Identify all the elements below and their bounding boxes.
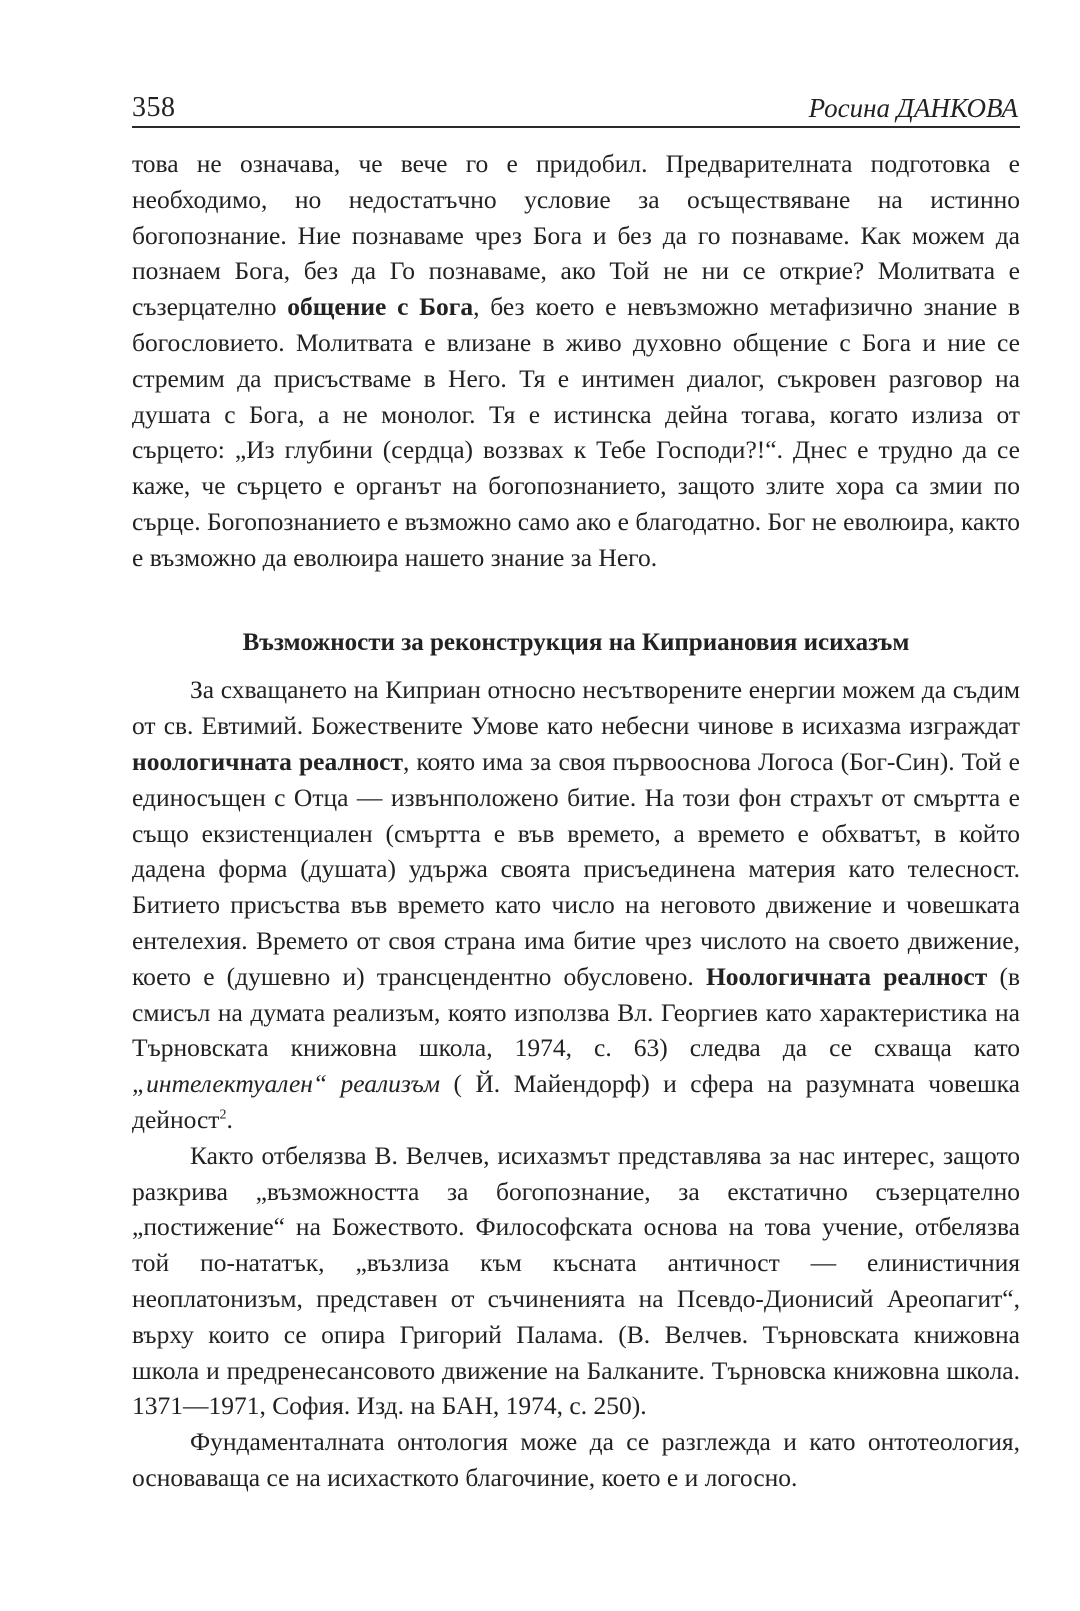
bold-term: Ноологичната реалност bbox=[705, 961, 988, 991]
paragraph-text: ( Й. Майендорф) и сфера на разумната човешка дейност bbox=[132, 1069, 1020, 1134]
paragraph-text: , без което е невъзможно метафизично знание в богословието. Молитвата е влизане в живо духовно общение с Бога и ние се стремим да присъстваме в Него. Тя е интимен диалог, съкровен разговор на душата с Бога, а не монолог. Тя е истинска дейна тогава, когато излиза от сърцето: „Из глубини (сердца) воззвах к Тебе Господи?!“. Днес е трудно да се каже, че сърцето е органът на богопознанието, защото злите хора са змии по сърце. Богопознанието е възможно само ако е благодатно. Бог не еволюира, както е възможно да еволюира нашето знание за Него. bbox=[132, 292, 1020, 572]
paragraph-text: (в смисъл на думата реализъм, която използва Вл. Георгиев като характеристика на Търновската книжовна школа, 1974, с. 63) следва да се схваща като bbox=[132, 961, 1020, 1063]
footnote-marker[interactable]: 2 bbox=[219, 1107, 227, 1123]
paragraph-text: , която има за своя първооснова Логоса (Бог-Син). Той е единосъщен с Отца — извънположено битие. На този фон страхът от смъртта е също екзистенциален (смъртта е във времето, а времето е обхватът, в който дадена форма (душата) удържа своята присъединена материя като телесност. Битието присъства във времето като число на неговото движение и човешката ентелехия. Времето от своя страна има битие чрез числото на своето движение, което е (душевно и) трансцендентно обусловено. bbox=[132, 746, 1020, 991]
running-header bbox=[132, 86, 1020, 128]
paragraph bbox=[132, 672, 1020, 1137]
section-heading: Възможности за реконструкция на Киприановия исихазъм bbox=[242, 628, 910, 656]
italic-term: „интелектуален“ реализъм bbox=[132, 1069, 441, 1099]
running-title: Росина ДАНКОВА bbox=[808, 93, 1018, 123]
bold-term: общение с Бога bbox=[287, 292, 474, 322]
body-text bbox=[132, 146, 1020, 1496]
bold-term: ноологичната реалност bbox=[132, 746, 404, 776]
paragraph-text: За схващането на Киприан относно несътворените енергии можем да съдим от св. Евтимий. Божествените Умове като небесни чинове в исихазма изграждат bbox=[132, 675, 1020, 741]
paragraph-text: това не означава, че вече го е придобил. Предварителната подготовка е необходимо, но недостатъчно условие за осъществяване на истинно богопознание. Ние познаваме чрез Бога и без да го познаваме. Как можем да познаем Бога, без да Го познаваме, ако Той не ни се открие? Молитвата е съзерцателно bbox=[132, 149, 1020, 322]
paragraph-continuation bbox=[132, 146, 1020, 576]
paragraph: Фундаменталната онтология може да се разглежда и като онтотеология, основаваща се на исихасткото благочиние, което е и логосно. bbox=[132, 1427, 1020, 1492]
paragraph-text: . bbox=[226, 1104, 233, 1134]
paragraph: Както отбелязва В. Велчев, исихазмът представлява за нас интерес, защото разкрива „възможността за богопознание, за екстатично съзерцателно „постижение“ на Божеството. Философската основа на това учение, отбелязва той по-нататък, „възлиза към късната античност — елинистичния неоплатонизъм, представен от съчиненията на Псевдо-Дионисий Ареопагит“, върху които се опира Григорий Палама. (В. Велчев. Търновската книжовна школа и предренесансовото движение на Балканите. Търновска книжовна школа. 1371—1971, София. Изд. на БАН, 1974, с. 250). bbox=[132, 1140, 1020, 1421]
page-number: 358 bbox=[132, 92, 176, 123]
